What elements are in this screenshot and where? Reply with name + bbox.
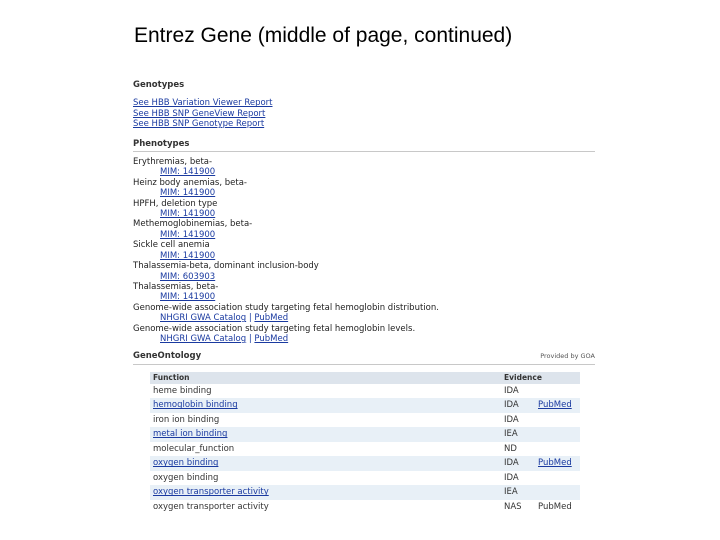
phenotype-name: Heinz body anemias, beta- <box>133 177 247 188</box>
gwa-catalog-link[interactable]: NHGRI GWA Catalog <box>160 313 247 324</box>
phenotype-item <box>133 282 595 303</box>
phenotype-links <box>133 188 595 198</box>
table-row <box>150 442 580 457</box>
pubmed-link[interactable]: PubMed <box>254 313 289 324</box>
pubmed-link: PubMed <box>538 501 572 512</box>
section-divider <box>133 151 595 152</box>
phenotype-links <box>133 292 595 302</box>
phenotype-links <box>133 313 595 323</box>
table-header-row <box>150 372 580 384</box>
phenotype-item <box>133 199 595 220</box>
phenotype-name: Erythremias, beta- <box>133 157 213 168</box>
phenotype-links <box>133 167 595 177</box>
phenotype-name: Thalassemia-beta, dominant inclusion-body <box>133 261 319 272</box>
evidence-code: IEA <box>501 427 535 442</box>
mim-link[interactable]: MIM: 141900 <box>160 292 216 303</box>
genotypes-heading: Genotypes <box>133 80 185 90</box>
pubmed-link[interactable]: PubMed <box>538 400 572 411</box>
phenotype-item <box>133 157 595 178</box>
gene-ontology-section <box>133 351 595 514</box>
phenotype-name: Sickle cell anemia <box>133 240 210 251</box>
section-divider <box>133 364 595 365</box>
genotypes-section <box>133 80 595 130</box>
gene-ontology-heading: GeneOntology <box>133 351 202 362</box>
phenotype-item <box>133 240 595 261</box>
phenotype-links <box>133 230 595 240</box>
phenotype-name: Methemoglobinemias, beta- <box>133 219 253 230</box>
mim-link[interactable]: MIM: 603903 <box>160 271 216 282</box>
go-function-term: oxygen transporter activity <box>153 501 269 512</box>
phenotype-name: Genome-wide association study targeting fetal hemoglobin levels. <box>133 323 416 334</box>
go-function-term: molecular_function <box>153 443 235 454</box>
phenotype-item <box>133 261 595 282</box>
phenotype-item <box>133 303 595 324</box>
evidence-code: IEA <box>501 485 535 500</box>
function-column-header: Function <box>150 372 501 384</box>
phenotype-item <box>133 324 595 345</box>
phenotypes-section <box>133 139 595 345</box>
snp-genotype-link[interactable]: See HBB SNP Genotype Report <box>133 119 265 130</box>
table-row <box>150 456 580 471</box>
mim-link[interactable]: MIM: 141900 <box>160 209 216 220</box>
mim-link[interactable]: MIM: 141900 <box>160 250 216 261</box>
phenotype-links <box>133 272 595 282</box>
phenotype-list <box>133 157 595 344</box>
go-function-term[interactable]: hemoglobin binding <box>153 400 238 411</box>
go-function-term[interactable]: oxygen transporter activity <box>153 487 269 498</box>
go-function-term: oxygen binding <box>153 472 219 483</box>
evidence-code: ND <box>504 443 517 454</box>
evidence-code: IDA <box>501 456 535 471</box>
pubmed-link[interactable]: PubMed <box>254 333 289 344</box>
mim-link[interactable]: MIM: 141900 <box>160 229 216 240</box>
evidence-code: IDA <box>504 472 519 483</box>
evidence-code: IDA <box>504 385 519 396</box>
phenotype-links <box>133 209 595 219</box>
phenotype-item <box>133 178 595 199</box>
table-row <box>150 413 580 428</box>
table-row <box>150 471 580 486</box>
mim-link[interactable]: MIM: 141900 <box>160 167 216 178</box>
evidence-code: IDA <box>501 398 535 413</box>
go-function-term[interactable]: metal ion binding <box>153 429 228 440</box>
go-function-table <box>150 372 580 515</box>
phenotype-name: Genome-wide association study targeting fetal hemoglobin distribution. <box>133 302 439 313</box>
table-row <box>150 427 580 442</box>
table-row <box>150 384 580 399</box>
table-row <box>150 500 580 515</box>
evidence-code: IDA <box>504 414 519 425</box>
phenotype-links <box>133 251 595 261</box>
go-function-term: iron ion binding <box>153 414 220 425</box>
variation-viewer-link[interactable]: See HBB Variation Viewer Report <box>133 98 273 109</box>
link-separator: | <box>246 333 255 344</box>
phenotype-name: Thalassemias, beta- <box>133 281 219 292</box>
phenotype-name: HPFH, deletion type <box>133 198 218 209</box>
phenotype-item <box>133 219 595 240</box>
evidence-code: NAS <box>504 501 522 512</box>
provided-by-note: Provided by GOA <box>540 352 595 361</box>
go-function-term[interactable]: oxygen binding <box>153 458 219 469</box>
gwa-catalog-link[interactable]: NHGRI GWA Catalog <box>160 333 247 344</box>
pubmed-link[interactable]: PubMed <box>538 458 572 469</box>
entrez-gene-screenshot <box>133 80 595 514</box>
mim-link[interactable]: MIM: 141900 <box>160 188 216 199</box>
phenotype-links <box>133 334 595 344</box>
go-function-term: heme binding <box>153 385 212 396</box>
slide-title: Entrez Gene (middle of page, continued) <box>134 24 513 47</box>
phenotypes-heading: Phenotypes <box>133 138 190 149</box>
table-row <box>150 485 580 500</box>
table-row <box>150 398 580 413</box>
evidence-column-header: Evidence <box>501 372 580 384</box>
link-separator: | <box>246 313 255 324</box>
snp-geneview-link[interactable]: See HBB SNP GeneView Report <box>133 108 266 119</box>
